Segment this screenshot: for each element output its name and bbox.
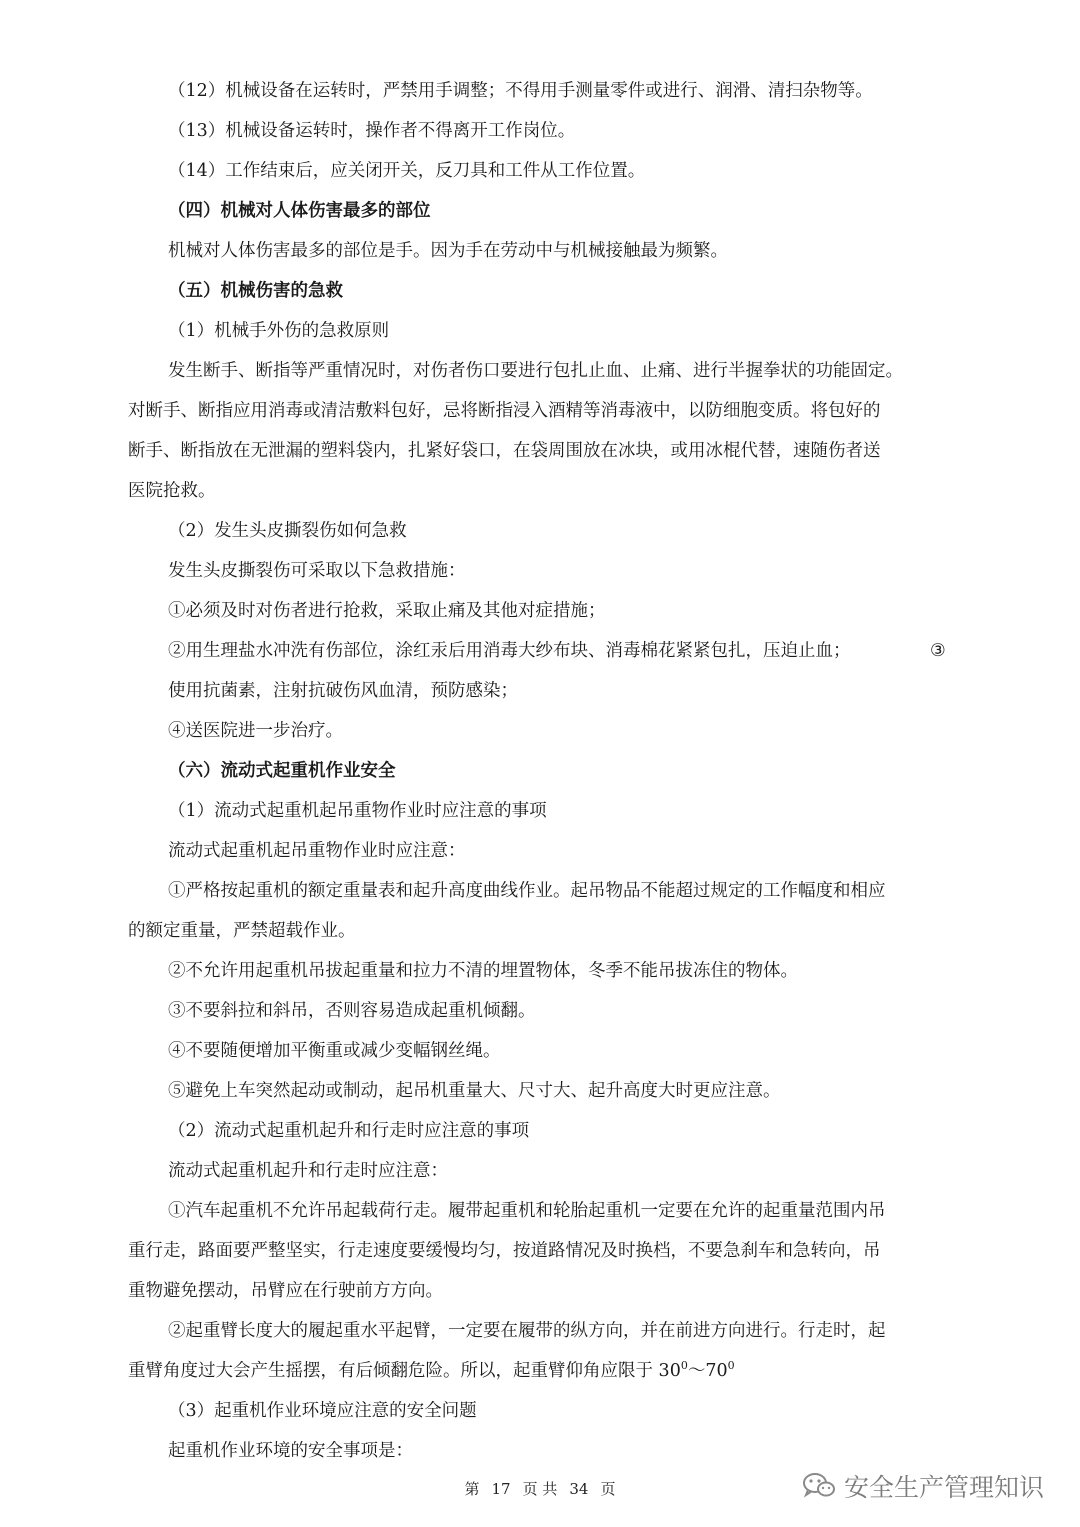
angle-range: ～70 bbox=[687, 1361, 728, 1381]
subsection-title: （2）发生头皮撕裂伤如何急救 bbox=[168, 521, 407, 541]
text-line: 断手、断指放在无泄漏的塑料袋内，扎紧好袋口，在袋周围放在冰块，或用冰棍代替，速随伤者送 bbox=[128, 441, 881, 461]
text-line: ②用生理盐水冲洗有伤部位，涂红汞后用消毒大纱布块、消毒棉花紧紧包扎，压迫止血； bbox=[168, 641, 851, 661]
angle-text: 重臂角度过大会产生摇摆，有后倾翻危险。所以，起重臂仰角应限于 30 bbox=[128, 1361, 681, 1381]
footer-middle: 页 共 bbox=[522, 1480, 558, 1498]
text-line: 发生断手、断指等严重情况时，对伤者伤口要进行包扎止血、止痛、进行半握拳状的功能固定。 bbox=[168, 361, 903, 381]
text-line-with-angles bbox=[128, 1358, 954, 1384]
text-line: 重物避免摆动，吊臂应在行驶前方方向。 bbox=[128, 1281, 443, 1301]
text-line: 流动式起重机起吊重物作业时应注意： bbox=[168, 841, 466, 861]
text-line-marker: ③ bbox=[930, 641, 946, 661]
subsection-title: （2）流动式起重机起升和行走时应注意的事项 bbox=[168, 1121, 530, 1141]
watermark-text: 安全生产管理知识 bbox=[843, 1473, 1044, 1502]
text-line: ①严格按起重机的额定重量表和起升高度曲线作业。起吊物品不能超过规定的工作幅度和相应 bbox=[168, 881, 886, 901]
text-line: ⑤避免上车突然起动或制动，起吊机重量大、尺寸大、起升高度大时更应注意。 bbox=[168, 1081, 781, 1101]
total-pages: 34 bbox=[569, 1480, 589, 1498]
degree-mark: 0 bbox=[727, 1359, 735, 1373]
text-line: 流动式起重机起升和行走时应注意： bbox=[168, 1161, 448, 1181]
degree-mark: 0 bbox=[680, 1359, 688, 1373]
footer-suffix: 页 bbox=[600, 1480, 616, 1498]
section-heading: （六）流动式起重机作业安全 bbox=[168, 761, 396, 781]
text-line: 机械对人体伤害最多的部位是手。因为手在劳动中与机械接触最为频繁。 bbox=[168, 241, 728, 261]
text-line: 使用抗菌素，注射抗破伤风血清，预防感染； bbox=[168, 681, 518, 701]
text-line: 对断手、断指应用消毒或清洁敷料包好，忌将断指浸入酒精等消毒液中，以防细胞变质。将包好的 bbox=[128, 401, 881, 421]
text-line: ①必须及时对伤者进行抢救，采取止痛及其他对症措施； bbox=[168, 601, 606, 621]
text-line: 的额定重量，严禁超载作业。 bbox=[128, 921, 356, 941]
text-line: （12）机械设备在运转时，严禁用手调整；不得用手测量零件或进行、润滑、清扫杂物等。 bbox=[168, 81, 873, 101]
text-line: ②起重臂长度大的履起重水平起臂，一定要在履带的纵方向，并在前进方向进行。行走时，起 bbox=[168, 1321, 886, 1341]
text-line: （14）工作结束后，应关闭开关，反刀具和工件从工作位置。 bbox=[168, 161, 646, 181]
page-number: 17 bbox=[491, 1480, 511, 1498]
text-line: ④送医院进一步治疗。 bbox=[168, 721, 343, 741]
subsection-title: （3）起重机作业环境应注意的安全问题 bbox=[168, 1401, 477, 1421]
text-line: ③不要斜拉和斜吊，否则容易造成起重机倾翻。 bbox=[168, 1001, 536, 1021]
text-line: ④不要随便增加平衡重或减少变幅钢丝绳。 bbox=[168, 1041, 501, 1061]
section-heading: （五）机械伤害的急救 bbox=[168, 281, 343, 301]
watermark bbox=[802, 1468, 1044, 1504]
text-line: 重行走，路面要严整坚实，行走速度要缓慢均匀，按道路情况及时换档，不要急刹车和急转向，吊 bbox=[128, 1241, 881, 1261]
wechat-icon bbox=[802, 1472, 836, 1500]
text-line: ①汽车起重机不允许吊起载荷行走。履带起重机和轮胎起重机一定要在允许的起重量范围内吊 bbox=[168, 1201, 886, 1221]
text-line: （13）机械设备运转时，操作者不得离开工作岗位。 bbox=[168, 121, 576, 141]
text-line: 发生头皮撕裂伤可采取以下急救措施： bbox=[168, 561, 466, 581]
subsection-title: （1）机械手外伤的急救原则 bbox=[168, 321, 390, 341]
footer-prefix: 第 bbox=[464, 1480, 480, 1498]
section-heading: （四）机械对人体伤害最多的部位 bbox=[168, 201, 431, 221]
text-line: 起重机作业环境的安全事项是： bbox=[168, 1441, 413, 1461]
text-line: ②不允许用起重机吊拔起重量和拉力不清的埋置物体，冬季不能吊拔冻住的物体。 bbox=[168, 961, 798, 981]
text-line: 医院抢救。 bbox=[128, 481, 216, 501]
subsection-title: （1）流动式起重机起吊重物作业时应注意的事项 bbox=[168, 801, 547, 821]
